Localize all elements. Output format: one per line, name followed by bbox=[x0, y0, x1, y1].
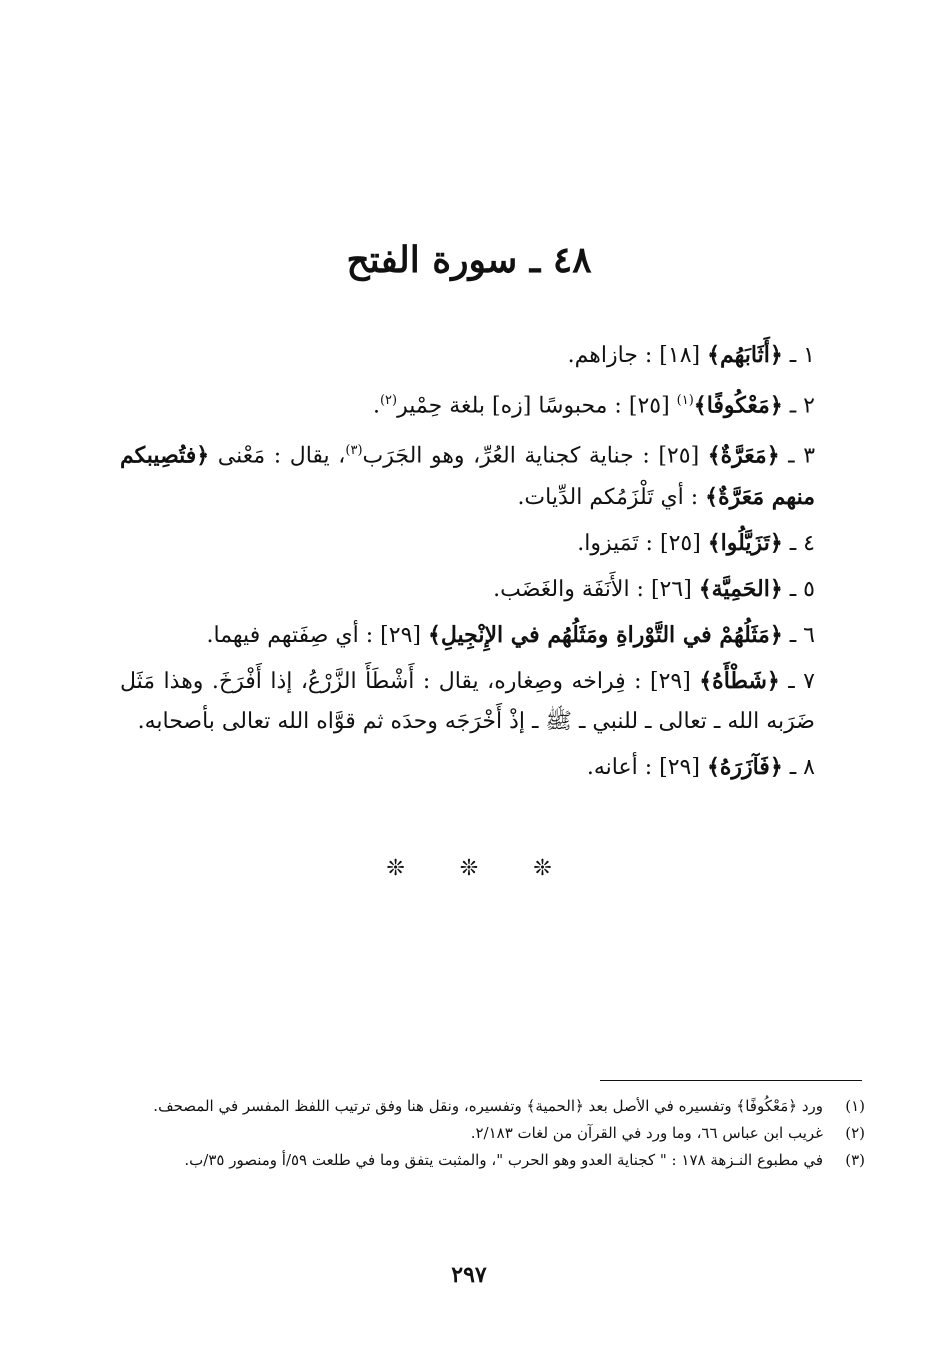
footnote-text: في مطبوع النـزهة ١٧٨ : " كجناية العدو وهو الحرب "، والمثبت يتفق وما في طلعت ٥٩/أ ومنصور ٣٥/ب. bbox=[184, 1151, 823, 1169]
footnote-ref: (٢) bbox=[379, 393, 398, 408]
page-number: ٢٩٧ bbox=[451, 1262, 487, 1288]
entry-number: ٣ ـ bbox=[788, 443, 816, 469]
entry-5 bbox=[120, 569, 815, 610]
entry-number: ٤ ـ bbox=[789, 530, 815, 556]
footnote-3 bbox=[120, 1148, 865, 1172]
quran-word: ﴿الحَمِيَّة﴾ bbox=[698, 575, 783, 602]
star-ornament-icon: ❊ bbox=[533, 856, 552, 881]
entry-3 bbox=[120, 431, 815, 517]
entry-number: ٧ ـ bbox=[788, 668, 815, 694]
section-separator bbox=[0, 856, 938, 881]
entry-number: ١ ـ bbox=[789, 343, 815, 368]
entry-number: ٢ ـ bbox=[789, 393, 815, 419]
entry-4 bbox=[120, 523, 815, 564]
footnote-number: (٢) bbox=[845, 1124, 865, 1142]
quran-word: ﴿مَعَرَّةٌ﴾ bbox=[707, 442, 780, 469]
entry-7 bbox=[120, 661, 815, 742]
entry-gloss: [٢٩] : أعانه. bbox=[586, 754, 707, 780]
entry-gloss: [٢٥] : تَمَيزوا. bbox=[577, 530, 708, 556]
entry-number: ٥ ـ bbox=[789, 576, 815, 602]
entry-1 bbox=[120, 335, 815, 376]
quran-phrase: ﴿مَثَلُهُمْ في التَّوْراةِ ومَثَلُهُم في الإِنْجِيلِ﴾ bbox=[427, 621, 783, 648]
entry-gloss: [١٨] : جازاهم. bbox=[567, 343, 708, 368]
star-ornament-icon: ❊ bbox=[459, 856, 479, 881]
entries-list bbox=[120, 335, 815, 793]
footnote-ref: (٣) bbox=[345, 443, 363, 459]
footnote-number: (٣) bbox=[845, 1151, 865, 1169]
entry-gloss-end: . bbox=[372, 393, 380, 419]
footnotes bbox=[120, 1094, 865, 1175]
footnote-2 bbox=[120, 1121, 865, 1145]
entry-gloss: [٢٩] : فِراخه وصِغاره، يقال : أَشْطَأَ الزَّرْعُ، إذا أَفْرَخَ. وهذا مَثَل ضَرَبه الله ـ تعالى ـ للنبي ـ ﷺ ـ إذْ أَخْرَجَه وحدَه ثم قوَّاه الله تعالى بأصحابه. bbox=[120, 668, 815, 734]
entry-number: ٦ ـ bbox=[789, 622, 815, 648]
quran-word: ﴿شَطْأَهُ﴾ bbox=[699, 667, 780, 694]
entry-6 bbox=[120, 615, 815, 656]
entry-2 bbox=[120, 381, 815, 426]
star-ornament-icon: ❊ bbox=[386, 856, 405, 881]
quran-word: ﴿مَعْكُوفًا﴾ bbox=[693, 392, 783, 419]
entry-number: ٨ ـ bbox=[789, 754, 815, 780]
footnote-text: ورد ﴿مَعْكُوفًا﴾ وتفسيره في الأصل بعد ﴿الحمية﴾ وتفسيره، ونقل هنا وفق ترتيب اللفظ المفسر في المصحف. bbox=[153, 1097, 823, 1115]
entry-gloss: [٢٥] : جناية كجناية العُرِّ، وهو الجَرَب bbox=[362, 443, 708, 469]
footnote-divider bbox=[600, 1080, 862, 1081]
surah-title: ٤٨ ـ سورة الفتح bbox=[346, 239, 592, 281]
quran-phrase: ﴿فتُصِيبكم منهم مَعَرَّةٌ﴾ bbox=[120, 442, 815, 510]
entry-gloss: [٢٥] : محبوسًا [زه] بلغة حِمْير bbox=[397, 393, 677, 419]
entry-gloss: [٢٦] : الأَنَفَة والغَضَب. bbox=[493, 576, 699, 602]
footnote-text: غريب ابن عباس ٦٦، وما ورد في القرآن من لغات ٢/١٨٣. bbox=[470, 1124, 823, 1142]
footnote-number: (١) bbox=[845, 1097, 865, 1115]
footnote-ref: (١) bbox=[676, 393, 694, 408]
entry-gloss-end: : أي تَلْزَمُكم الدِّيات. bbox=[517, 484, 706, 510]
entry-gloss-cont: ، يقال : مَعْنى bbox=[217, 443, 346, 469]
entry-8 bbox=[120, 747, 815, 788]
footnote-1 bbox=[120, 1094, 865, 1118]
entry-gloss: [٢٩] : أي صِفَتهم فيهما. bbox=[206, 622, 428, 648]
quran-word: ﴿أَثَابَهُم﴾ bbox=[707, 342, 783, 368]
quran-word: ﴿تَزَيَّلُوا﴾ bbox=[707, 529, 783, 556]
quran-word: ﴿فَآزَرَهُ﴾ bbox=[706, 753, 783, 780]
